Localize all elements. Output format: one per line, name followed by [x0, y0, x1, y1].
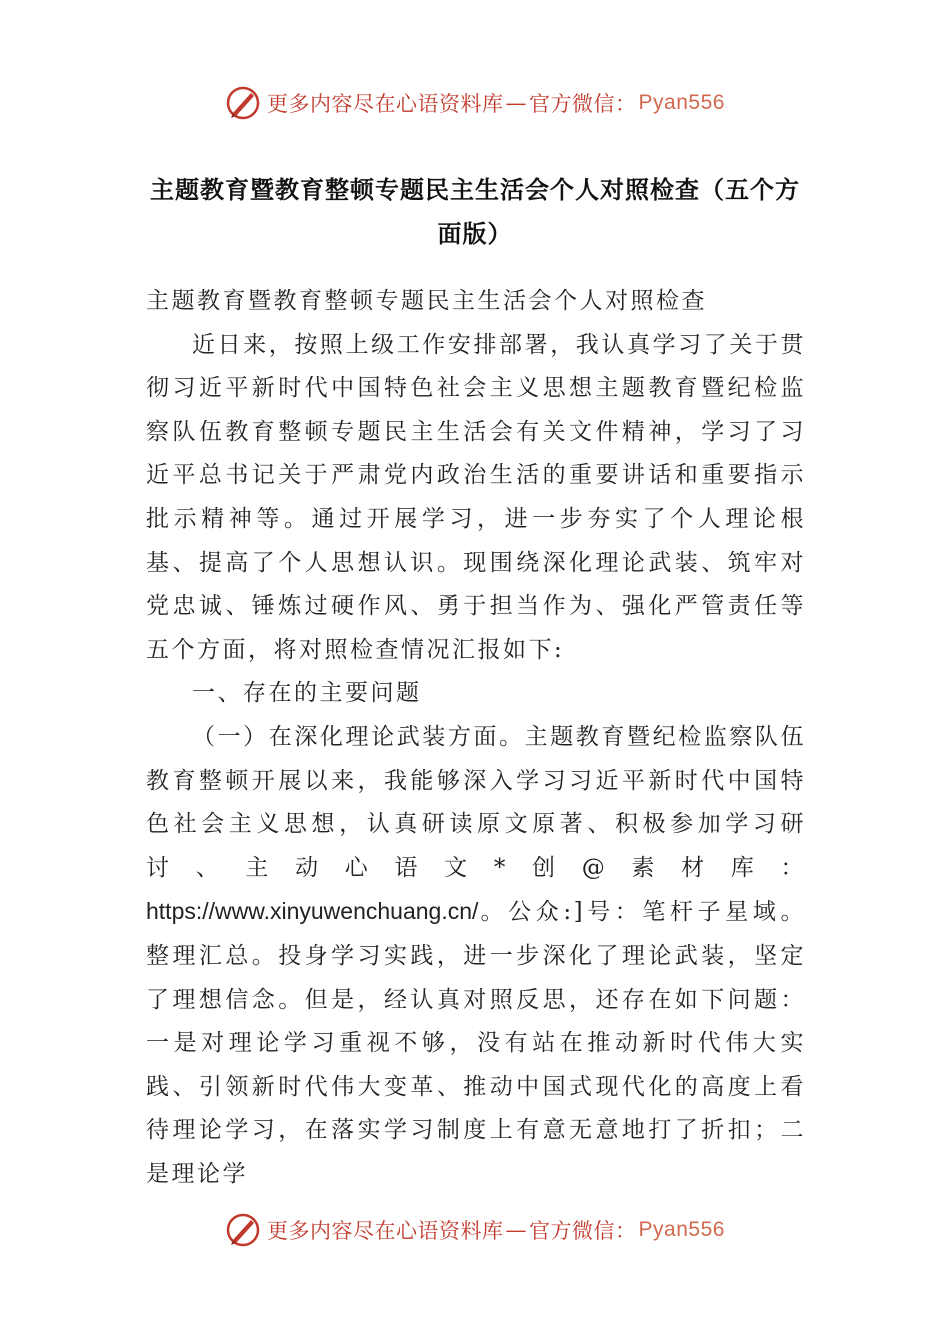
banner-brand: 更多内容尽在心语资料库	[267, 92, 504, 116]
header-banner	[0, 83, 950, 123]
intro-paragraph: 近日来，按照上级工作安排部署，我认真学习了关于贯彻习近平新时代中国特色社会主义思想主题教育暨纪检监察队伍教育整顿专题民主生活会有关文件精神，学习了习近平总书记关于严肃党内政治生活的重要讲话和重要指示批示精神等。通过开展学习，进一步夯实了个人理论根基、提高了个人思想认识。现围绕深化理论武装、筑牢对党忠诚、锤炼过硬作风、勇于担当作为、强化严管责任等五个方面，将对照检查情况汇报如下:	[146, 331, 806, 663]
theory-paragraph	[146, 716, 806, 1197]
footer-banner-account: Pyan556	[638, 1218, 725, 1241]
website-url: https://www.xinyuwenchuang.cn/	[146, 898, 479, 925]
footer-banner-wechat-label: 官方微信：	[529, 1219, 637, 1243]
footer-banner-brand: 更多内容尽在心语资料库	[267, 1219, 504, 1243]
pen-logo-icon	[225, 85, 261, 121]
document-subtitle: 主题教育暨教育整顿专题民主生活会个人对照检查	[146, 288, 707, 314]
theory-paragraph-text: （一）在深化理论武装方面。主题教育暨纪检监察队伍教育整顿开展以来，我能够深入学习习近平新时代中国特色社会主义思想，认真研读原文原著、积极参加学习研讨、主动心语文*创@素材库：	[146, 723, 806, 881]
banner-dash: —	[505, 91, 528, 115]
document-title: 主题教育暨教育整顿专题民主生活会个人对照检查（五个方面版）	[150, 176, 800, 248]
section-heading: 一、存在的主要问题	[192, 680, 422, 707]
banner-wechat-label: 官方微信：	[529, 92, 637, 116]
banner-account: Pyan556	[638, 91, 725, 114]
pen-logo-icon	[225, 1212, 261, 1248]
theory-paragraph-text-cont: 。公众:]号：笔杆子星域。整理汇总。投身学习实践，进一步深化了理论武装，坚定了理想信念。但是，经认真对照反思，还存在如下问题：一是对理论学习重视不够，没有站在推动新时代伟大实践、引领新时代伟大变革、推动中国式现代化的高度上看待理论学习，在落实学习制度上有意无意地打了折扣；二是理论学	[146, 899, 806, 1187]
footer-banner	[0, 1210, 950, 1250]
footer-banner-dash: —	[505, 1218, 528, 1242]
document-body	[146, 280, 806, 1196]
